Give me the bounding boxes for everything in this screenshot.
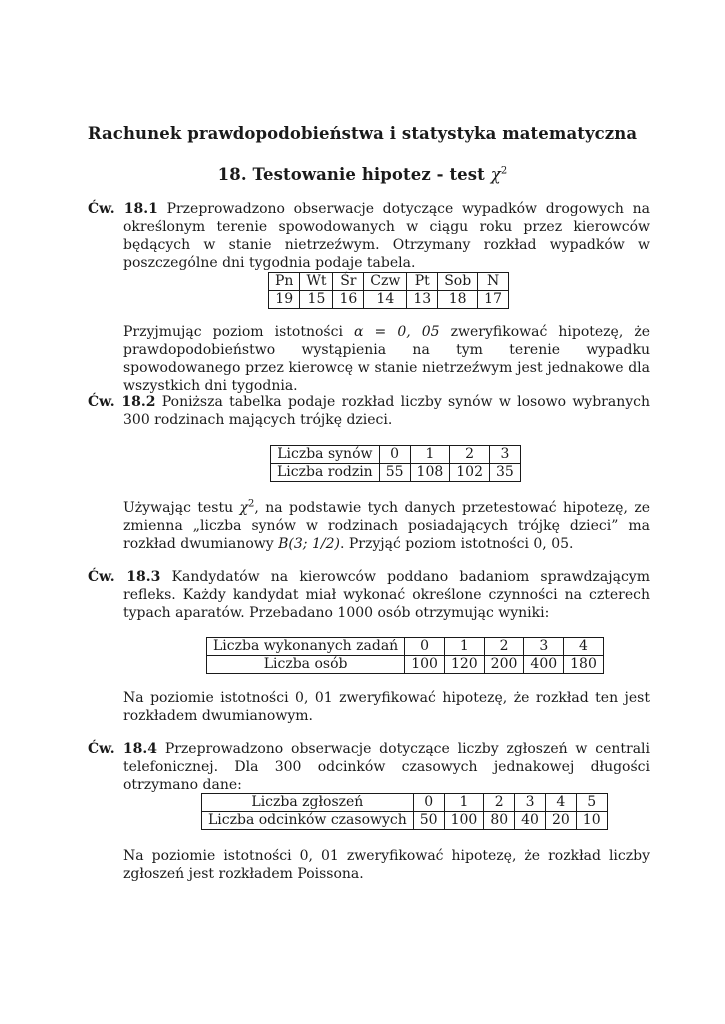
exercise-18-2	[88, 393, 650, 429]
table-row	[271, 464, 521, 482]
table-row	[202, 812, 608, 830]
exercise-text: Przeprowadzono obserwacje dotyczące wypadków drogowych na określonym terenie spowodowanych w ciągu roku przez kierowców będących w stanie nietrzeźwym. Otrzymany rozkład wypadków w poszczególne dni tygodnia podaje tabela.	[123, 201, 650, 271]
exercise-question: Używając testu $\chi^2$, na podstawie tych danych przetestować hipotezę, ze zmienna „liczba synów w rodzinach posiadających trójkę dzieci” ma rozkład dwumianowy B(3; 1/2). Przyjąć poziom istotności 0, 05.	[123, 498, 650, 552]
table-cell: 50	[413, 812, 444, 830]
table-cell: 200	[484, 656, 524, 674]
sons-table	[270, 445, 521, 482]
table-cell: 10	[576, 812, 607, 830]
calls-table	[201, 793, 608, 830]
exercise-18-4	[88, 740, 650, 794]
table-cell: 120	[444, 656, 484, 674]
table-cell: 1	[444, 638, 484, 656]
table-cell: 3	[515, 794, 546, 812]
exercise-question: Przyjmując poziom istotności α = 0, 05 zweryfikować hipotezę, że prawdopodobieństwo wystąpienia na tym terenie wypadku spowodowanego przez kierowcę w stanie nietrzeźwym jest jednakowe dla wszystkich dni tygodnia.	[123, 324, 650, 394]
reflex-table	[206, 637, 604, 674]
table-cell: Liczba zgłoszeń	[202, 794, 414, 812]
accidents-table	[268, 272, 509, 309]
chi-exponent: 2	[500, 165, 508, 177]
table-cell: 55	[379, 464, 410, 482]
table-cell: Liczba wykonanych zadań	[207, 638, 405, 656]
table-cell: 0	[405, 638, 445, 656]
alpha-formula: α = 0, 05	[354, 324, 440, 340]
table-cell: 100	[444, 812, 484, 830]
table-cell: 5	[576, 794, 607, 812]
table-cell: Pn	[269, 273, 300, 291]
table-cell: 15	[300, 291, 333, 309]
table-cell: 2	[484, 638, 524, 656]
table-cell: 1	[444, 794, 484, 812]
table-cell: Liczba odcinków czasowych	[202, 812, 414, 830]
chi-symbol: χ	[239, 500, 248, 516]
table-cell: 14	[364, 291, 407, 309]
section-title	[0, 165, 725, 184]
table-cell: 2	[450, 446, 490, 464]
exercise-text: Kandydatów na kierowców poddano badaniom sprawdzającym refleks. Każdy kandydat miał wykonać określone czynności na czterech typach aparatów. Przebadano 1000 osób otrzymując wyniki:	[123, 569, 650, 621]
table-row	[269, 291, 509, 309]
chi-symbol: χ	[490, 165, 501, 184]
table-cell: 3	[524, 638, 564, 656]
table-header-row	[207, 638, 604, 656]
table-cell: 20	[545, 812, 576, 830]
table-cell: Liczba osób	[207, 656, 405, 674]
table-cell: 4	[564, 638, 604, 656]
exercise-label: Ćw. 18.2	[88, 394, 156, 410]
chi-exponent: 2	[247, 498, 255, 510]
table-cell: 180	[564, 656, 604, 674]
table-cell: 108	[410, 464, 450, 482]
table-cell: 400	[524, 656, 564, 674]
exercise-text: Poniższa tabelka podaje rozkład liczby synów w losowo wybranych 300 rodzinach mających trójkę dzieci.	[123, 394, 651, 428]
table-cell: Pt	[407, 273, 438, 291]
binomial-formula: B(3; 1/2)	[278, 536, 340, 552]
table-cell: 2	[484, 794, 515, 812]
table-cell: 17	[478, 291, 509, 309]
table-header-row	[269, 273, 509, 291]
table-cell: 19	[269, 291, 300, 309]
table-cell: 1	[410, 446, 450, 464]
exercise-label: Ćw. 18.3	[88, 569, 161, 585]
table-header-row	[271, 446, 521, 464]
exercise-question: Na poziomie istotności 0, 01 zweryfikować hipotezę, że rozkład ten jest rozkładem dwumianowym.	[123, 690, 650, 724]
exercise-18-1	[88, 200, 650, 272]
table-cell: 0	[379, 446, 410, 464]
table-cell: 100	[405, 656, 445, 674]
table-cell: Sob	[438, 273, 478, 291]
table-cell: Czw	[364, 273, 407, 291]
exercise-18-3	[88, 568, 650, 622]
table-cell: 3	[490, 446, 521, 464]
table-cell: Liczba synów	[271, 446, 380, 464]
table-cell: Śr	[333, 273, 364, 291]
section-title-text: 18. Testowanie hipotez - test	[217, 165, 491, 184]
table-header-row	[202, 794, 608, 812]
table-cell: Liczba rodzin	[271, 464, 380, 482]
table-cell: 13	[407, 291, 438, 309]
table-cell: 4	[545, 794, 576, 812]
exercise-label: Ćw. 18.1	[88, 201, 158, 217]
table-row	[207, 656, 604, 674]
exercise-text: Przeprowadzono obserwacje dotyczące liczby zgłoszeń w centrali telefonicznej. Dla 300 odcinków czasowych jednakowej długości otrzymano dane:	[123, 741, 650, 793]
exercise-label: Ćw. 18.4	[88, 741, 157, 757]
table-cell: 18	[438, 291, 478, 309]
table-cell: 102	[450, 464, 490, 482]
table-cell: N	[478, 273, 509, 291]
document-title: Rachunek prawdopodobieństwa i statystyka matematyczna	[87, 124, 638, 143]
table-cell: 35	[490, 464, 521, 482]
table-cell: 80	[484, 812, 515, 830]
table-cell: Wt	[300, 273, 333, 291]
exercise-question: Na poziomie istotności 0, 01 zweryfikować hipotezę, że rozkład liczby zgłoszeń jest rozkładem Poissona.	[123, 848, 650, 882]
table-cell: 16	[333, 291, 364, 309]
table-cell: 0	[413, 794, 444, 812]
table-cell: 40	[515, 812, 546, 830]
